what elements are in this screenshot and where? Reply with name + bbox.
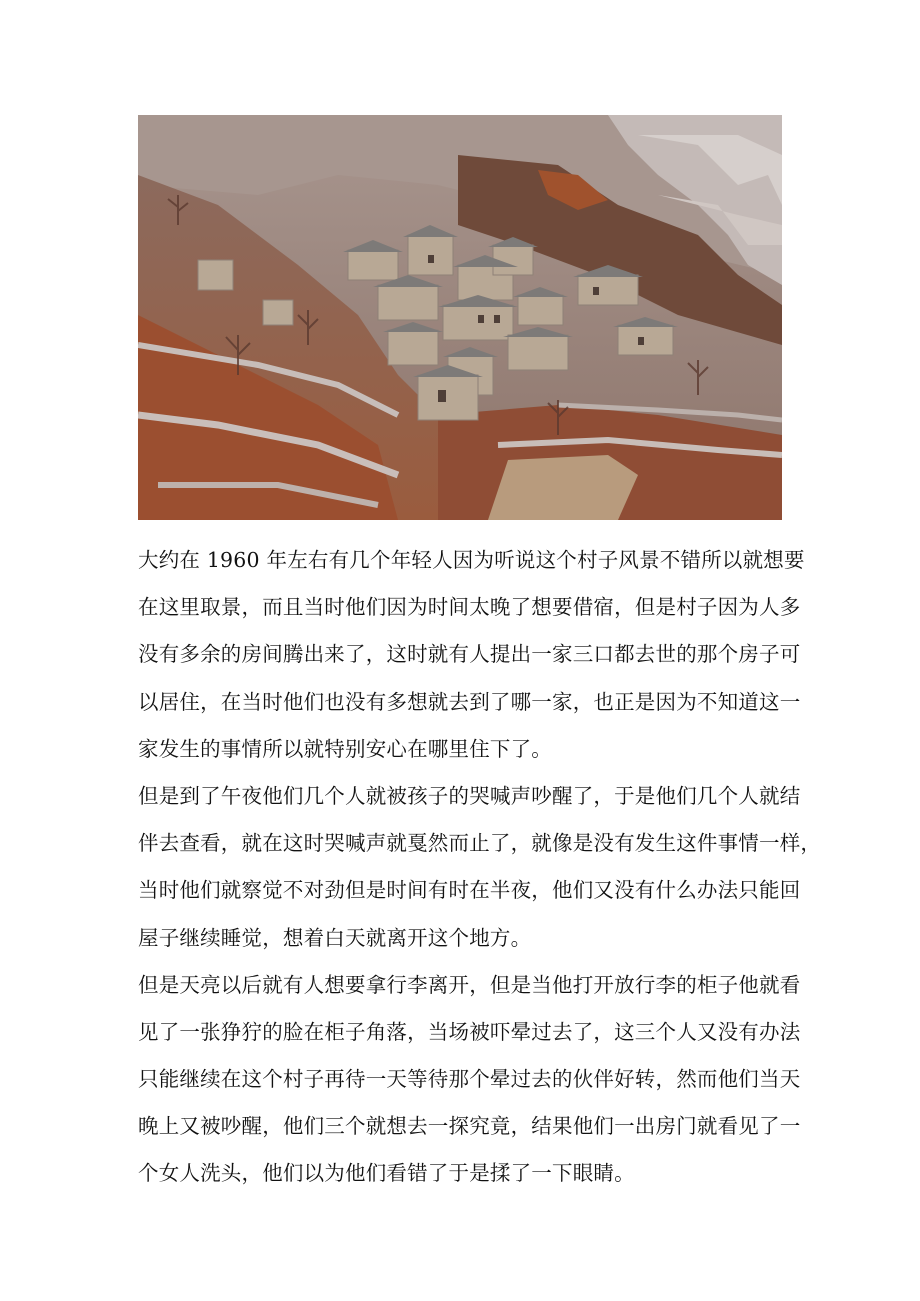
text-line: 在这里取景，而且当时他们因为时间太晚了想要借宿，但是村子因为人多 [138,595,801,620]
article-body [138,537,822,1198]
text-line: 大约在 1960 年左右有几个年轻人因为听说这个村子风景不错所以就想要 [138,548,805,572]
text-line: 伴去查看，就在这时哭喊声就戛然而止了，就像是没有发生这件事情一样， [138,831,822,856]
text-line: 家发生的事情所以就特别安心在哪里住下了。 [138,736,552,761]
text-line: 但是天亮以后就有人想要拿行李离开，但是当他打开放行李的柜子他就看 [138,972,801,997]
text-line: 个女人洗头，他们以为他们看错了于是揉了一下眼睛。 [138,1161,635,1186]
village-hillside-photo [138,115,782,520]
text-line: 晚上又被吵醒，他们三个就想去一探究竟，结果他们一出房门就看见了一 [138,1114,801,1139]
text-line: 见了一张狰狞的脸在柜子角落，当场被吓晕过去了，这三个人又没有办法 [138,1019,801,1044]
text-line: 以居住，在当时他们也没有多想就去到了哪一家，也正是因为不知道这一 [138,689,801,714]
text-line: 但是到了午夜他们几个人就被孩子的哭喊声吵醒了，于是他们几个人就结 [138,783,801,808]
text-line: 当时他们就察觉不对劲但是时间有时在半夜，他们又没有什么办法只能回 [138,878,801,903]
text-line: 只能继续在这个村子再待一天等待那个晕过去的伙伴好转，然而他们当天 [138,1067,801,1092]
text-line: 屋子继续睡觉，想着白天就离开这个地方。 [138,925,532,950]
photo-illustration [138,115,782,520]
text-line: 没有多余的房间腾出来了，这时就有人提出一家三口都去世的那个房子可 [138,642,801,667]
